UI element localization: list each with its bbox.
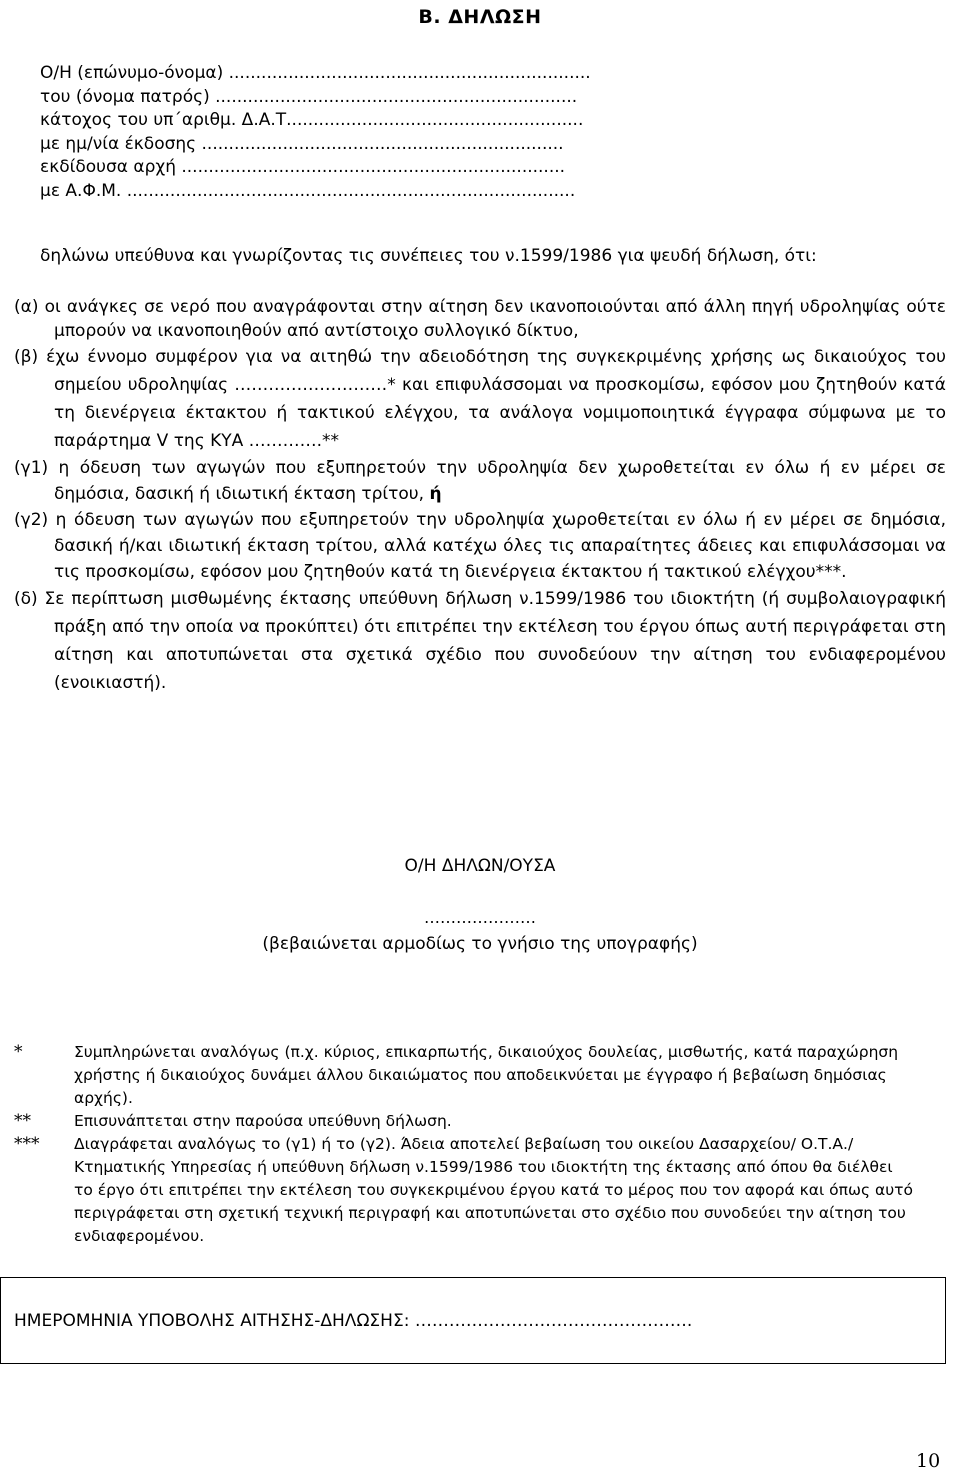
footnote-mark: *	[14, 1042, 23, 1062]
declaration-clauses	[14, 296, 946, 697]
declaration-statement: δηλώνω υπεύθυνα και γνωρίζοντας τις συνέπειες του ν.1599/1986 για ψευδή δήλωση, ότι:	[40, 246, 817, 266]
document-title: Β. ΔΗΛΩΣΗ	[418, 6, 542, 28]
submission-date-field: ΗΜΕΡΟΜΗΝΙΑ ΥΠΟΒΟΛΗΣ ΑΙΤΗΣΗΣ-ΔΗΛΩΣΗΣ: ………………………………………….	[14, 1311, 693, 1331]
footnote-2	[14, 1110, 914, 1133]
signature-line: …………………	[424, 908, 536, 927]
footnote-text: Συμπληρώνεται αναλόγως (π.χ. κύριος, επικαρπωτής, δικαιούχος δουλείας, μισθωτής, κατά παραχώρηση χρήστης ή δικαιούχος δυνάμει άλλου δικαιώματος που αποδεικνύεται με έγγραφο ή βεβαίωση δημόσιας αρχής).	[74, 1043, 899, 1107]
clause-g2: (γ2) η όδευση των αγωγών που εξυπηρετούν την υδροληψία χωροθετείται εν όλω ή εν μέρει σε δημόσια, δασική ή/και ιδιωτική έκταση τρίτου, αλλά κατέχω όλες τις απαραίτητες άδειες και επιφυλάσσομαι να τις προσκομίσω, εφόσον μου ζητηθούν κατά τη διενέργεια έκτακτου ή τακτικού ελέγχου***.	[14, 510, 946, 582]
page-number: 10	[916, 1450, 941, 1472]
signature-label: Ο/Η ΔΗΛΩΝ/ΟΥΣΑ	[404, 856, 556, 876]
clause-g1-or: ή	[429, 484, 442, 504]
footnotes	[14, 1041, 914, 1248]
footnote-3	[14, 1133, 914, 1248]
identity-fields	[40, 62, 940, 203]
clause-b: (β) έχω έννομο συμφέρον για να αιτηθώ την αδειοδότηση της συγκεκριμένης χρήσης ως δικαιούχος του σημείου υδροληψίας ………………………* και επιφυλάσσομαι να προσκομίσω, εφόσον μου ζητηθούν κατά τη διενέργεια έκτακτου ή τακτικού ελέγχου, τα ανάλογα νομιμοποιητικά έγγραφα σύμφωνα με το παράρτημα V της ΚΥΑ ………….**	[14, 347, 946, 451]
clause-g1	[14, 455, 946, 507]
field-issuing-authority: εκδίδουσα αρχή .......................................................................	[40, 157, 566, 177]
signature-note: (βεβαιώνεται αρμοδίως το γνήσιο της υπογραφής)	[262, 934, 698, 954]
submission-date-box	[0, 1277, 946, 1364]
footnote-text: Επισυνάπτεται στην παρούσα υπεύθυνη δήλωση.	[74, 1112, 452, 1130]
field-father-name: του (όνομα πατρός) ...................................................................	[40, 86, 578, 107]
footnote-text: Διαγράφεται αναλόγως το (γ1) ή το (γ2). Άδεια αποτελεί βεβαίωση του οικείου Δασαρχείου/ Ο.Τ.Α./ Κτηματικής Υπηρεσίας ή υπεύθυνη δήλωση ν.1599/1986 του ιδιοκτήτη της έκτασης από όπου θα διέλθει το έργο ότι επιτρέπει την εκτέλεση του συγκεκριμένου έργου κατά το μέρος που τον αφορά και όπως αυτό περιγράφεται στη σχετική τεχνική περιγραφή και αποτυπώνεται στο σχέδιο που συνοδεύει την αίτηση του ενδιαφερομένου.	[74, 1135, 913, 1245]
field-id-number: κάτοχος του υπ΄αριθμ. Δ.Α.Τ.......................................................	[40, 110, 584, 130]
field-tax-number: με Α.Φ.Μ. ...................................................................................	[40, 180, 576, 201]
footnote-mark: ***	[14, 1134, 40, 1154]
clause-a: (α) οι ανάγκες σε νερό που αναγράφονται στην αίτηση δεν ικανοποιούνται από άλλη πηγή υδροληψίας ούτε μπορούν να ικανοποιηθούν από αντίστοιχο συλλογικό δίκτυο,	[14, 297, 946, 341]
field-full-name: Ο/Η (επώνυμο-όνομα) ...................................................................	[40, 63, 591, 83]
footnote-1	[14, 1041, 914, 1110]
clause-d: (δ) Σε περίπτωση μισθωμένης έκτασης υπεύθυνη δήλωση ν.1599/1986 του ιδιοκτήτη (ή συμβολαιογραφική πράξη από την οποία να προκύπτει) ότι επιτρέπει την εκτέλεση του έργου όπως αυτή περιγράφεται στη αίτηση και αποτυπώνεται στα σχετικά σχέδιο που συνοδεύουν την αίτηση του ενδιαφερομένου (ενοικιαστή).	[14, 589, 946, 693]
field-issue-date: με ημ/νία έκδοσης ...................................................................	[40, 133, 564, 154]
footnote-mark: **	[14, 1111, 31, 1131]
clause-g1-text: (γ1) η όδευση των αγωγών που εξυπηρετούν την υδροληψία δεν χωροθετείται εν όλω ή εν μέρει σε δημόσια, δασική ή ιδιωτική έκταση τρίτου,	[14, 458, 946, 504]
